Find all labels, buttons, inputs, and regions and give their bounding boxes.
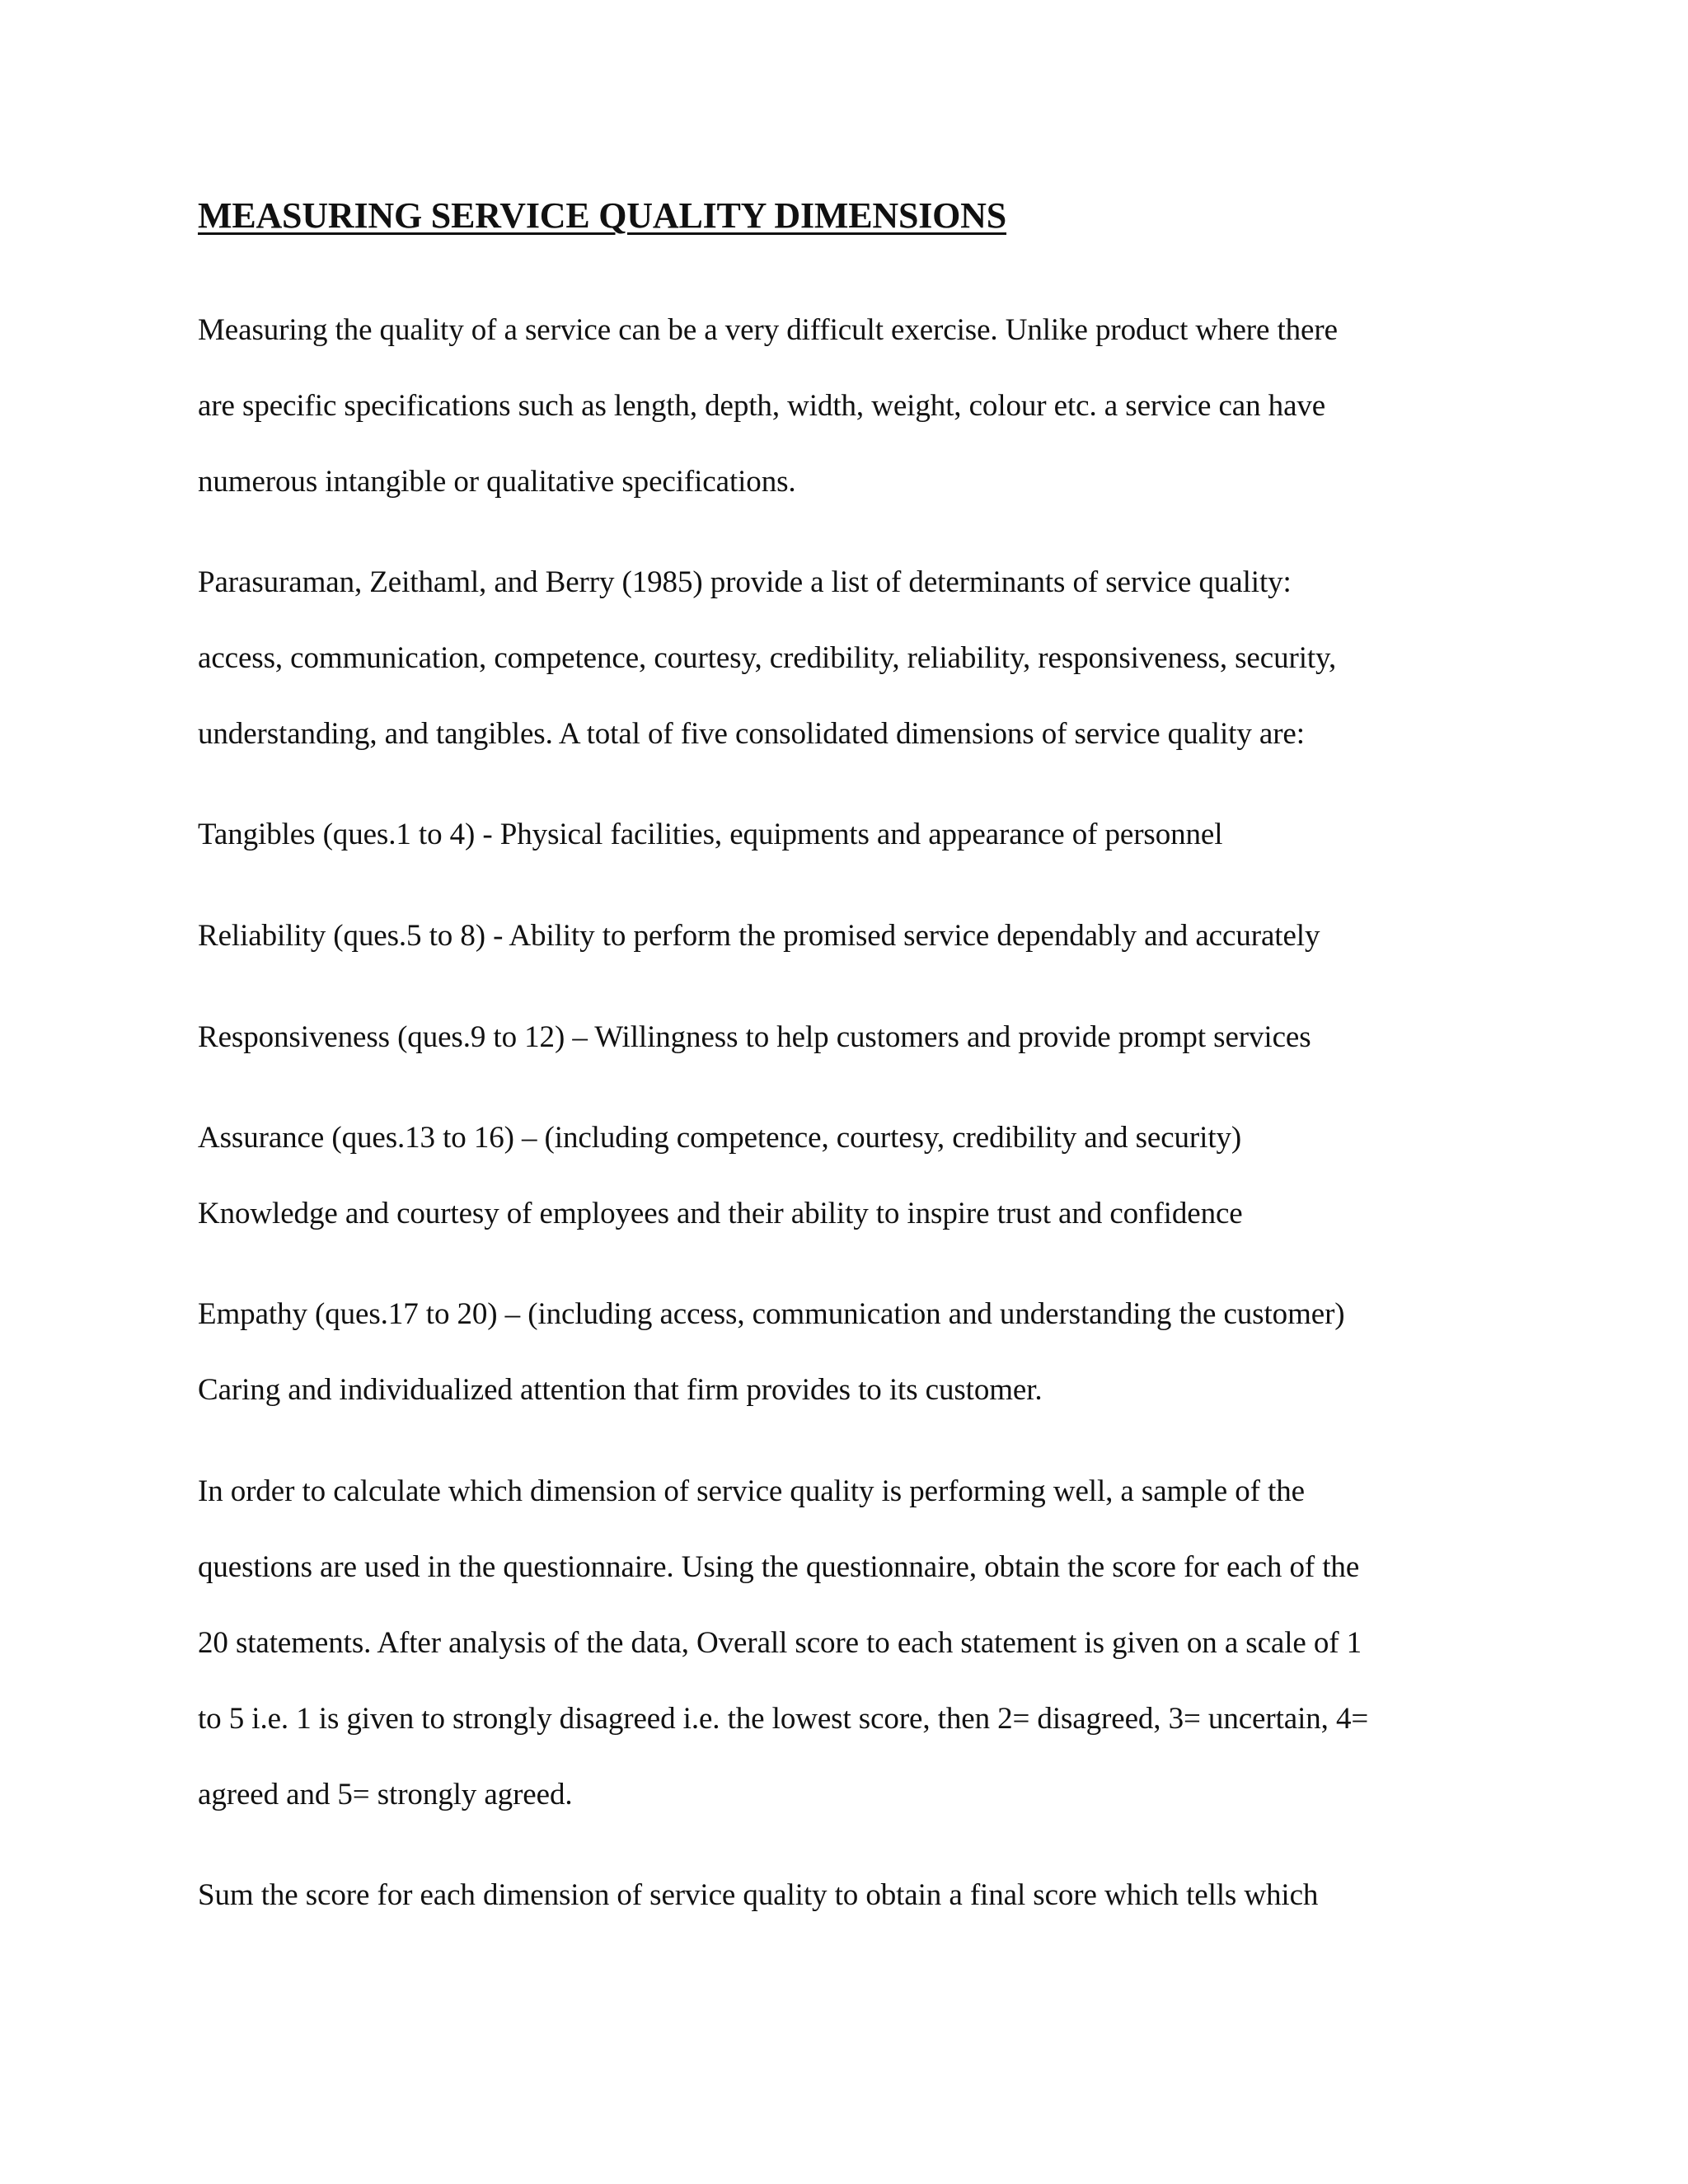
- paragraph-2-line-1: Parasuraman, Zeithaml, and Berry (1985) provide a list of determinants of service quality:: [198, 565, 1292, 599]
- paragraph-1-line-3: numerous intangible or qualitative specifications.: [198, 465, 796, 499]
- dimension-empathy-line-1: Empathy (ques.17 to 20) – (including access, communication and understanding the customer): [198, 1297, 1345, 1331]
- paragraph-3-line-1: In order to calculate which dimension of service quality is performing well, a sample of the: [198, 1474, 1305, 1508]
- dimension-empathy-line-2: Caring and individualized attention that firm provides to its customer.: [198, 1373, 1043, 1407]
- paragraph-2-line-2: access, communication, competence, courtesy, credibility, reliability, responsiveness, security,: [198, 641, 1337, 675]
- paragraph-3-line-3: 20 statements. After analysis of the data, Overall score to each statement is given on a scale of 1: [198, 1626, 1362, 1660]
- dimension-tangibles: Tangibles (ques.1 to 4) - Physical facilities, equipments and appearance of personnel: [198, 818, 1223, 851]
- dimension-reliability: Reliability (ques.5 to 8) - Ability to perform the promised service dependably and accurately: [198, 919, 1320, 953]
- paragraph-3-line-5: agreed and 5= strongly agreed.: [198, 1778, 573, 1811]
- dimension-assurance-line-2: Knowledge and courtesy of employees and their ability to inspire trust and confidence: [198, 1197, 1243, 1230]
- dimension-responsiveness: Responsiveness (ques.9 to 12) – Willingness to help customers and provide prompt services: [198, 1020, 1311, 1054]
- paragraph-3-line-4: to 5 i.e. 1 is given to strongly disagreed i.e. the lowest score, then 2= disagreed, 3= uncertain, 4=: [198, 1702, 1369, 1736]
- paragraph-2-line-3: understanding, and tangibles. A total of five consolidated dimensions of service quality are:: [198, 717, 1305, 751]
- paragraph-1-line-1: Measuring the quality of a service can be a very difficult exercise. Unlike product where there: [198, 313, 1338, 347]
- document-title: MEASURING SERVICE QUALITY DIMENSIONS: [198, 195, 1007, 236]
- dimension-assurance-line-1: Assurance (ques.13 to 16) – (including competence, courtesy, credibility and security): [198, 1121, 1242, 1155]
- paragraph-3-line-2: questions are used in the questionnaire. Using the questionnaire, obtain the score for each of the: [198, 1550, 1360, 1584]
- paragraph-1-line-2: are specific specifications such as length, depth, width, weight, colour etc. a service can have: [198, 389, 1326, 423]
- paragraph-4-line-1: Sum the score for each dimension of service quality to obtain a final score which tells which: [198, 1878, 1319, 1912]
